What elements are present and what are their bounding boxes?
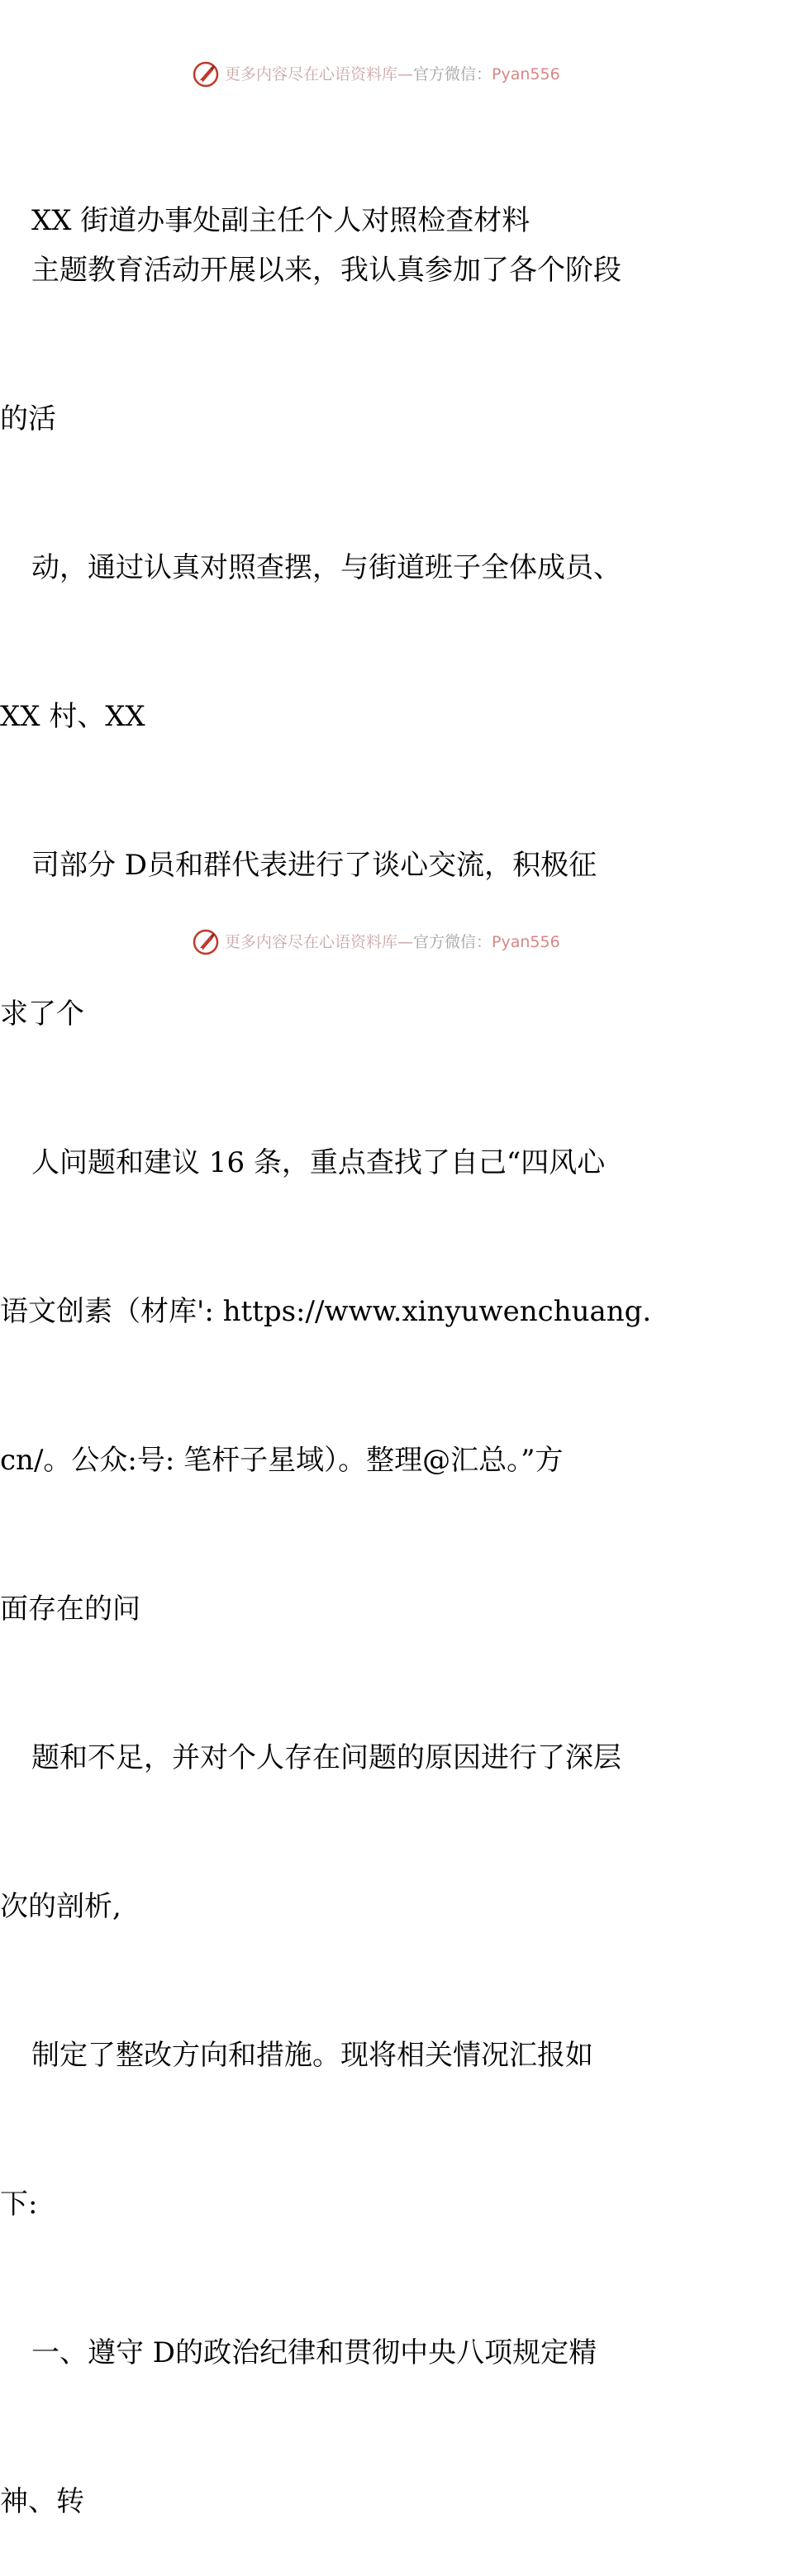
- watermark-brand: 更多内容尽在心语资料库: [225, 933, 398, 951]
- watermark-separator: —: [397, 933, 414, 951]
- text-line: 语文创素（材库': https://www.xinyuwenchuang.: [0, 1295, 652, 1328]
- text-line: 动，通过认真对照查摆，与街道班子全体成员、: [31, 551, 621, 584]
- text-line: 一、遵守 D的政治纪律和贯彻中央八项规定精: [31, 2336, 597, 2369]
- watermark-wechat-label: 官方微信：: [413, 933, 492, 951]
- watermark-wechat-id: Pyan556: [492, 65, 560, 83]
- watermark-text: [225, 932, 560, 952]
- pen-logo-icon: [192, 60, 220, 88]
- text-line: 司部分 D员和群代表进行了谈心交流，积极征: [31, 849, 597, 882]
- watermark-wechat-label: 官方微信：: [413, 65, 492, 83]
- text-line: 求了个: [0, 998, 84, 1031]
- text-line: 面存在的问: [0, 1593, 140, 1626]
- watermark-text: [225, 64, 560, 84]
- text-line: 题和不足，并对个人存在问题的原因进行了深层: [31, 1741, 621, 1774]
- footer-watermark: [0, 926, 785, 959]
- paragraph-intro: [0, 146, 785, 2576]
- watermark-brand: 更多内容尽在心语资料库: [225, 65, 398, 83]
- text-line: 人问题和建议 16 条，重点查找了自己“四风心: [31, 1146, 606, 1179]
- text-line: XX 村、XX: [0, 700, 145, 733]
- text-line: 的活: [0, 402, 56, 436]
- watermark-wechat-id: Pyan556: [492, 933, 560, 951]
- text-line: 主题教育活动开展以来，我认真参加了各个阶段: [31, 254, 621, 287]
- text-line: 下:: [0, 2188, 38, 2221]
- text-line: 制定了整改方向和措施。现将相关情况汇报如: [31, 2039, 593, 2072]
- header-watermark: [0, 58, 785, 91]
- text-line: 次的剖析,: [0, 1890, 121, 1923]
- text-line: 神、转: [0, 2485, 84, 2518]
- pen-logo-icon: [192, 928, 220, 956]
- text-line: XX 街道办事处副主任个人对照检查材料: [31, 204, 530, 237]
- text-line: cn/。公众:号: 笔杆子星域）。整理@汇总。”方: [0, 1444, 564, 1477]
- watermark-separator: —: [397, 65, 414, 83]
